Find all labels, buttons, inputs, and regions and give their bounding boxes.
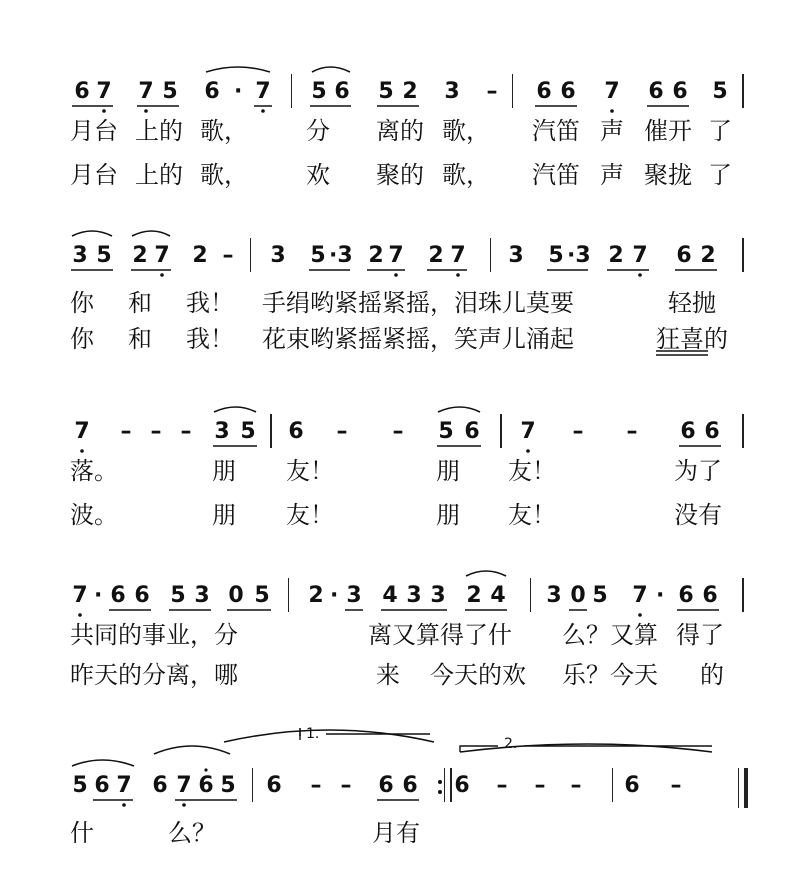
dash: – [626,419,638,444]
note: 6 [464,419,480,444]
lyric: 友！ [286,501,334,529]
dash: – [392,419,404,444]
lyric: 手绢哟紧摇紧摇，泪珠儿莫要 [262,289,574,317]
note: 5 [96,243,112,268]
note: 0 [228,583,244,608]
lyrics-verse-2 [0,500,810,530]
dash: – [486,79,498,104]
lyrics-verse-1 [0,818,810,848]
note: 6 [334,79,350,104]
note: 3 [406,583,422,608]
lyrics-verse-1 [0,288,810,318]
lyric: 友！ [286,457,334,485]
note: 6 [624,773,640,798]
note: 7 [154,243,170,268]
note: 5 [548,243,564,268]
notes-line-3 [0,420,810,444]
note: 6 [152,773,168,798]
lyric: 什 [70,819,94,847]
note: 6 [266,773,282,798]
dot: · [94,583,103,608]
lyric: 我！ [186,289,234,317]
note: 7 [520,419,536,444]
lyrics-verse-1 [0,620,810,650]
note: 5 [378,79,394,104]
bar-line [742,238,744,272]
slur [72,760,134,766]
slur [206,67,270,72]
lyric: 和 [128,289,152,317]
slur [460,744,712,752]
lyric: 没有 [674,501,722,529]
note: 6 [134,583,150,608]
lyric: 歌， [200,161,248,189]
lyrics-verse-2 [0,324,810,354]
bar-line [742,414,744,448]
lyric: 月台 [70,117,118,145]
dash: – [340,773,352,798]
note: 2 [368,243,384,268]
note: 6 [676,243,692,268]
note: 3 [546,583,562,608]
bar-line [288,578,289,612]
lyric: 歌， [442,161,490,189]
bar-line [742,74,744,108]
note: ·3 [567,243,591,268]
lyric: 了 [708,117,732,145]
bar-line [500,414,502,448]
note: 7 [138,79,154,104]
lyric: 昨天的分离，哪 [70,661,238,689]
bar-line [512,74,513,108]
repeat-bar [444,768,445,802]
note: 6 [110,583,126,608]
note: 5 [170,583,186,608]
note: 7 [632,583,648,608]
final-bar [744,768,748,808]
lyric: 上的 [135,161,183,189]
bar-line [490,238,491,272]
lyric: 分 [306,117,330,145]
note: 3 [444,79,460,104]
lyric: 催开 [644,117,692,145]
note: 6 [94,773,110,798]
lyrics-verse-1 [0,116,810,146]
dot: · [234,79,243,104]
slur [466,571,506,576]
notes-line-5 [0,774,810,798]
note: 3 [194,583,210,608]
note: 7 [74,419,90,444]
lyric: 了 [708,161,732,189]
lyric: 的 [700,661,724,689]
lyric: 得了 [676,621,724,649]
slur [312,67,350,72]
note: 5 [310,243,326,268]
lyric: 欢 [306,161,330,189]
note: 6 [678,583,694,608]
lyric: 么？又算 [562,621,658,649]
note: 6 [402,773,418,798]
bar-line [270,414,272,448]
lyrics-verse-2 [0,660,810,690]
bar-line [252,768,253,802]
lyric: 上的 [135,117,183,145]
note: 7 [388,243,404,268]
final-bar [738,768,739,808]
dash: – [150,419,162,444]
slur [154,746,230,754]
notes-line-2 [0,244,810,268]
lyric: 离的 [376,117,424,145]
note: 2 [402,79,418,104]
bar-line [530,578,531,612]
lyric: 为了 [674,457,722,485]
lyric: 歌， [442,117,490,145]
lyric: 共同的事业，分 [70,621,238,649]
lyric: 聚拢 [644,161,692,189]
note: 5 [72,773,88,798]
note: 2 [608,243,624,268]
note: 6 [74,79,90,104]
note: 7 [604,79,620,104]
note: 0 [570,583,586,608]
lyric: 朋 [436,457,460,485]
lyric: 声 [600,161,624,189]
note: 6 [704,419,720,444]
dot: · [330,583,339,608]
lyric: 今天的欢 [430,661,526,689]
lyrics-verse-1 [0,456,810,486]
bar-line [612,768,613,802]
note: 5 [240,419,256,444]
lyric: 月台 [70,161,118,189]
dash: – [222,243,234,268]
note: 6 [648,79,664,104]
note: 7 [116,773,132,798]
dash: – [572,419,584,444]
lyric: 来 [376,661,400,689]
dot: · [656,583,665,608]
note: 6 [536,79,552,104]
note: 5 [254,583,270,608]
note: 6 [702,583,718,608]
lyric: 花束哟紧摇紧摇，笑声儿涌起 [262,325,574,353]
lyric: 朋 [436,501,460,529]
note: 3 [430,583,446,608]
lyric: 汽笛 [532,117,580,145]
note: 2 [132,243,148,268]
lyric: 友！ [508,501,556,529]
lyric: 乐？今天 [562,661,658,689]
note: 7 [96,79,112,104]
note: 7 [450,243,466,268]
ending-2: 2. [504,736,518,752]
dash: – [180,419,192,444]
repeat-bar [450,768,452,802]
note: 6 [288,419,304,444]
lyric: 落。 [70,457,118,485]
lyric: 我！ [186,325,234,353]
note: 4 [490,583,506,608]
note: 5 [438,419,454,444]
note: 2 [192,243,208,268]
note: 6 [198,773,214,798]
note: 7 [72,583,88,608]
lyric: 和 [128,325,152,353]
slur [224,730,434,742]
note: 2 [700,243,716,268]
slur [438,407,480,412]
note: 7 [176,773,192,798]
note: 6 [454,773,470,798]
lyric: 轻抛 [668,289,716,317]
note: 6 [378,773,394,798]
slur [214,407,256,412]
lyric: 歌， [200,117,248,145]
note: 6 [680,419,696,444]
lyric: 聚的 [376,161,424,189]
note: 5 [592,583,608,608]
ending-1: 1. [306,726,320,742]
note: 7 [632,243,648,268]
lyric: 么？ [168,819,216,847]
dash: – [670,773,682,798]
dash: – [570,773,582,798]
note: 5 [162,79,178,104]
note: 6 [204,79,220,104]
notes-line-1 [0,80,810,104]
lyric: 声 [600,117,624,145]
slur [72,231,112,236]
note: 4 [382,583,398,608]
note: 2 [308,583,324,608]
lyric: 狂喜的 [656,325,728,353]
lyric: 汽笛 [532,161,580,189]
bar-line [742,578,744,612]
lyric: 你 [70,325,94,353]
lyric: 朋 [212,457,236,485]
lyric: 波。 [70,501,118,529]
lyric: 离又算得了什 [368,621,512,649]
note: 3 [346,583,362,608]
dash: – [496,773,508,798]
note: 3 [508,243,524,268]
dash: – [310,773,322,798]
note: 7 [255,79,271,104]
lyric: 你 [70,289,94,317]
note: 5 [712,79,728,104]
note: 3 [214,419,230,444]
note: 6 [560,79,576,104]
dash: – [336,419,348,444]
lyric: 朋 [212,501,236,529]
dash: – [120,419,132,444]
bar-line [291,74,292,108]
note: 3 [270,243,286,268]
note: 3 [72,243,88,268]
note: 5 [220,773,236,798]
note: 2 [428,243,444,268]
slur [132,231,170,236]
note: 6 [672,79,688,104]
lyrics-verse-2 [0,160,810,190]
note: 2 [466,583,482,608]
bar-line [250,238,251,272]
notes-line-4 [0,584,810,608]
note: ·3 [329,243,353,268]
lyric: 友！ [508,457,556,485]
lyric: 月有 [372,819,420,847]
dash: – [534,773,546,798]
note: 5 [311,79,327,104]
